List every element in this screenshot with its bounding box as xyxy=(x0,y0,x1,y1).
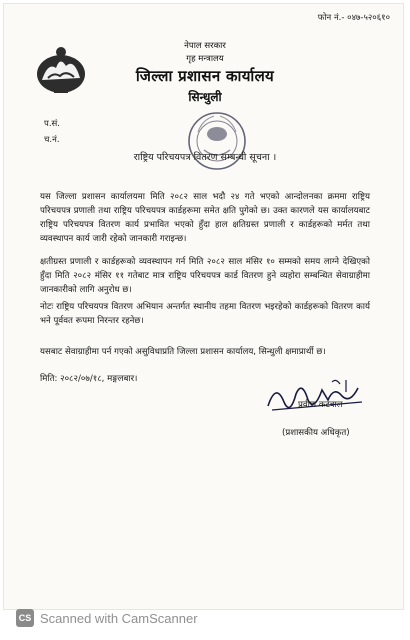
notice-apology: यसबाट सेवाग्राहीमा पर्न गएको असुविधाप्रति जिल्ला प्रशासन कार्यालय, सिन्धुली क्षमाप्रार्थी छ। xyxy=(40,347,326,357)
camscanner-logo-icon: CS xyxy=(16,609,34,627)
ministry-name: गृह मन्त्रालय xyxy=(186,54,224,64)
phone-number: फोन नं.- ०४७-५२०६१० xyxy=(317,13,390,23)
scanner-watermark xyxy=(16,609,198,627)
notice-date: मिति: २०८२/०७/१८, मङ्गलबार। xyxy=(40,374,138,384)
notice-paragraph-2: क्षतीग्रस्त प्रणाली र कार्डहरूको व्यवस्थापन गर्न मिति २०८२ साल मंसिर १० सम्मको समय लाग्ने देखिएको हुँदा मिति २०८२ मंसिर ११ गतेबाट मात्र राष्ट्रिय परिचयपत्र कार्ड वितरण हुने व्यहोरा सम्बन्धित सेवाग्राहीमा जानकारीको लागि अनुरोध छ। xyxy=(40,257,370,295)
notice-note: नोटः राष्ट्रिय परिचयपत्र वितरण अभियान अन्तर्गत स्थानीय तहमा वितरण भइरहेको कार्डहरूको वितरण कार्य भने पूर्ववत रूपमा निरन्तर रहनेछ। xyxy=(40,302,370,326)
dispatch-number: च.नं. xyxy=(44,135,60,145)
letter-reference-number: प.सं. xyxy=(44,119,60,129)
camscanner-label: Scanned with CamScanner xyxy=(40,610,198,626)
government-name: नेपाल सरकार xyxy=(184,41,226,51)
signatory-title: (प्रशासकीय अधिकृत) xyxy=(282,428,350,438)
signatory-name: प्रवीण कटवाल xyxy=(298,400,343,410)
district-name: सिन्धुली xyxy=(188,90,222,104)
notice-subject: राष्ट्रिय परिचयपत्र वितरण सम्बन्धी सूचना । xyxy=(133,152,277,163)
office-name: जिल्ला प्रशासन कार्यालय xyxy=(135,67,275,85)
notice-paragraph-1: यस जिल्ला प्रशासन कार्यालयमा मिति २०८२ साल भदौ २४ गते भएको आन्दोलनका क्रममा राष्ट्रिय परिचयपत्र प्रणाली तथा राष्ट्रिय परिचयपत्र कार्डहरूमा समेत क्षति पुगेको छ। उक्त कारणले यस कार्यालयबाट राष्ट्रिय परिचयपत्र वितरण कार्य प्रभावित भएको हुँदा हाल क्षतिग्रस्त प्रणाली र कार्डहरूको मर्मत तथा व्यवस्थापन कार्य जारी रहेको जानकारी गराइन्छ। xyxy=(40,192,370,244)
